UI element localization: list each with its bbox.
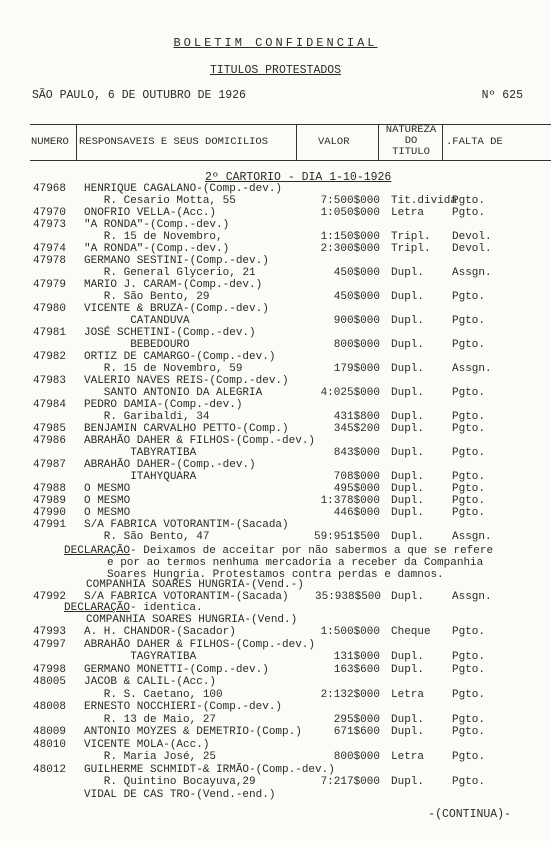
entry-name: R. Cesario Motta, 55 [84,195,236,207]
entry-type: Dupl. [391,315,425,327]
entry-number: 47978 [33,255,67,267]
entry-type: Dupl. [391,507,425,519]
entry-name: O MESMO [84,507,131,519]
entry-reason: Pgto. [452,207,486,219]
entry-name: S/A FABRICA VOTORANTIM-(Sacada) [84,519,289,531]
bulletin-number: Nº 625 [481,89,523,102]
entry-value: 7:217$000 [320,776,380,788]
place-date: SÃO PAULO, 6 DE OUTUBRO DE 1926 [32,89,246,102]
entry-number: 47987 [33,459,67,471]
entry-name: GERMANO SESTINI-(Comp.-dev.) [84,255,269,267]
entry-type: Dupl. [391,776,425,788]
entry-number: 47993 [33,626,67,638]
entry-value: 1:378$000 [320,495,380,507]
entry-name: SANTO ANTONIO DA ALEGRIA [84,387,263,399]
entry-name: VALERIO NAVES REIS-(Comp.-dev.) [84,375,289,387]
entry-type: Dupl. [391,483,425,495]
entry-reason: Assgn. [452,531,492,543]
entry-reason: Pgto. [452,411,486,423]
entry-name: R. General Glycerio, 21 [84,267,256,279]
entry-value: 431$800 [333,411,380,423]
entry-type: Dupl. [391,423,425,435]
entry-value: 163$600 [333,663,380,676]
entry-number: 47998 [33,663,67,676]
entry-type: Letra [391,688,425,701]
entry-name: S/A FABRICA VOTORANTIM-(Sacada) [84,591,289,603]
entry-number: 47990 [33,507,67,519]
entry-name: BEBEDOURO [84,339,190,351]
entry-name: VICENTE & BRUZA-(Comp.-dev.) [84,303,269,315]
entry-reason: Assgn. [452,591,492,603]
entry-name: TAGYRATIBA [84,651,197,663]
entry-reason: Assgn. [452,267,492,279]
entry-type: Letra [391,751,425,763]
entry-name: ERNESTO NOCCHIERI-(Comp.-dev.) [84,701,283,713]
entry-reason: Pgto. [452,751,486,763]
entry-reason: Pgto. [452,688,486,701]
entry-name: R. Maria José, 25 [84,751,217,763]
entry-name: PEDRO DAMIA-(Comp.-dev.) [84,399,243,411]
entry-reason: Pgto. [452,339,486,351]
entry-number: 47985 [33,423,67,435]
entry-name: R. Quintino Bocayuva,29 [84,776,256,788]
entry-name: ANTONIO MOYZES & DEMETRIO-(Comp.) [84,726,302,738]
col-header-natureza: NATUREZA DO TITULO [385,124,437,158]
entry-reason: Pgto. [452,291,486,303]
entry-reason: Pgto. [452,651,486,663]
entry-value: 800$000 [333,751,380,763]
entry-reason: Pgto. [452,507,486,519]
entry-number: 48010 [33,738,67,751]
entry-number: 47973 [33,219,67,231]
entry-number: 47984 [33,399,67,411]
entry-value: 450$000 [333,291,380,303]
entry-name: GUILHERME SCHMIDT-& IRMÃO-(Comp.-dev.) [84,763,335,776]
entry-reason: Pgto. [452,726,486,738]
entry-value: 295$000 [333,713,380,726]
declaration-2: DECLARAÇÃO- identica. [64,602,203,614]
entry-name: R. 13 de Maio, 27 [84,713,217,726]
entry-reason: Pgto. [452,387,486,399]
entry-name: ONOFRIO VELLA-(Acc.) [84,207,217,219]
section-heading: 2º CARTORIO - DIA 1-10-1926 [205,171,392,184]
declaration-2-signer: COMPANHIA SOARES HUNGRIA-(Vend.) [86,614,298,626]
entry-name: TABYRATIBA [84,447,197,459]
entry-value: 179$000 [333,363,380,375]
entry-name: JOSÉ SCHETINI-(Comp.-dev.) [84,327,256,339]
entry-type: Dupl. [391,651,425,663]
col-header-responsaveis: RESPONSAVEIS E SEUS DOMICILIOS [79,136,269,148]
entry-reason: Pgto. [452,195,486,207]
entry-value: 450$000 [333,267,380,279]
entry-type: Dupl. [391,713,425,726]
entry-number: 47980 [33,303,67,315]
entry-reason: Pgto. [452,423,486,435]
entry-name: O MESMO [84,495,131,507]
entry-name: R. 15 de Novembro, [84,231,223,243]
continued-marker: -(CONTINUA)- [428,808,511,821]
table-top-rule [30,124,551,125]
entry-name: MARIO J. CARAM-(Comp.-dev.) [84,279,263,291]
col-divider [378,124,379,160]
entry-reason: Pgto. [452,713,486,726]
entry-reason: Pgto. [452,626,486,638]
col-divider [442,124,443,160]
entry-type: Letra [391,207,425,219]
entry-type: Tripl. [391,231,431,243]
entry-reason: Pgto. [452,483,486,495]
entry-value: 900$000 [333,315,380,327]
entry-value: 59:951$500 [313,531,380,543]
entry-value: 345$200 [333,423,380,435]
table-header-bottom-rule [30,160,551,161]
entry-number: 48005 [33,676,67,688]
entry-type: Tripl. [391,243,431,255]
entry-type: Dupl. [391,495,425,507]
entry-number: 47997 [33,638,67,651]
entry-name: R. Garibaldi, 34 [84,411,210,423]
entry-number: 48009 [33,726,67,738]
col-header-falta: .FALTA DE [446,136,503,148]
entry-type: Dupl. [391,363,425,375]
entry-value: 2:300$000 [320,243,380,255]
entry-value: 446$000 [333,507,380,519]
entry-number: 48012 [33,763,67,776]
entry-number: 47991 [33,519,67,531]
document-subtitle: TITULOS PROTESTADOS [209,64,342,77]
entry-value: 7:500$000 [320,195,380,207]
entry-name: GERMANO MONETTI-(Comp.-dev.) [84,663,269,676]
entry-type: Dupl. [391,387,425,399]
entry-type: Tit.divida [391,195,458,207]
entry-value: 843$000 [333,447,380,459]
entry-number: 47982 [33,351,67,363]
entry-type: Dupl. [391,531,425,543]
entry-name: "A RONDA"-(Comp.-dev.) [84,243,230,255]
entry-name: A. H. CHANDOR-(Sacador) [84,626,236,638]
entry-type: Dupl. [391,339,425,351]
entry-value: 2:132$000 [320,688,380,701]
entry-name: R. São Bento, 29 [84,291,210,303]
entry-name: ABRAHÃO DAHER & FILHOS-(Comp.-dev.) [84,638,316,651]
entry-number: 47992 [33,591,67,603]
entry-number: 47979 [33,279,67,291]
declaration-1-line: e por ao termos nenhuma mercadoria a receber da Companhia [107,557,484,569]
entry-name: VICENTE MOLA-(Acc.) [84,738,210,751]
entry-name: VIDAL DE CAS TRO-(Vend.-end.) [84,788,276,801]
entry-name: ORTIZ DE CAMARGO-(Comp.-dev.) [84,351,276,363]
entry-type: Dupl. [391,663,425,676]
entry-name: ABRAHÃO DAHER-(Comp.-dev.) [84,459,256,471]
declaration-1-line: Soares Hungria. Protestamos contra perdas e damnos. [107,569,444,581]
entry-name: CATANDUVA [84,315,190,327]
entry-value: 671$600 [333,726,380,738]
entry-number: 47983 [33,375,67,387]
entry-number: 48008 [33,701,67,713]
entry-value: 1:500$000 [320,626,380,638]
declaration-1-signer: COMPANHIA SOARES HUNGRIA-(Vend.-) [86,579,304,591]
entry-number: 47974 [33,243,67,255]
entry-reason: Pgto. [452,495,486,507]
entry-number: 47981 [33,327,67,339]
entry-name: ITAHYQUARA [84,471,197,483]
entry-reason: Pgto. [452,315,486,327]
document-title: BOLETIM CONFIDENCIAL [173,36,378,50]
col-divider [76,124,77,160]
entry-value: 1:150$000 [320,231,380,243]
entry-value: 800$000 [333,339,380,351]
entry-number: 47988 [33,483,67,495]
entry-name: "A RONDA"-(Comp.-dev.) [84,219,230,231]
col-header-valor: VALOR [318,136,350,148]
entry-value: 35:938$500 [315,591,382,603]
entry-number: 47989 [33,495,67,507]
entry-value: 1:050$000 [320,207,380,219]
entry-value: 495$000 [333,483,380,495]
entry-name: BENJAMIN CARVALHO PETTO-(Comp.) [84,423,289,435]
entry-number: 47968 [33,183,67,195]
entry-type: Dupl. [391,267,425,279]
entry-name: ABRAHÃO DAHER & FILHOS-(Comp.-dev.) [84,435,316,447]
entry-name: R. S. Caetano, 100 [84,688,223,701]
entry-type: Dupl. [391,726,425,738]
entry-name: R. São Bento, 47 [84,531,210,543]
entry-value: 4:025$000 [320,387,380,399]
col-header-numero: NUMERO [31,136,69,148]
col-divider [296,124,297,160]
entry-name: R. 15 de Novembro, 59 [84,363,243,375]
entry-type: Dupl. [391,447,425,459]
entry-number: 47986 [33,435,67,447]
entry-reason: Pgto. [452,471,486,483]
declaration-1: DECLARAÇÃO- Deixamos de acceitar por não sabermos a que se refere [64,545,494,557]
entry-type: Dupl. [391,411,425,423]
entry-type: Dupl. [391,471,425,483]
entry-reason: Pgto. [452,447,486,459]
entry-reason: Pgto. [452,776,486,788]
entry-reason: Assgn. [452,363,492,375]
entry-reason: Devol. [452,243,492,255]
entry-name: O MESMO [84,483,131,495]
entry-value: 131$000 [333,651,380,663]
entry-type: Dupl. [391,591,425,603]
entry-name: JACOB & CALIL-(Acc.) [84,676,217,688]
entry-name: HENRIQUE CAGALANO-(Comp.-dev.) [84,183,283,195]
entry-number: 47970 [33,207,67,219]
entry-value: 708$000 [333,471,380,483]
entry-type: Dupl. [391,291,425,303]
entry-reason: Devol. [452,231,492,243]
entry-reason: Pgto. [452,663,486,676]
entry-type: Cheque [391,626,431,638]
